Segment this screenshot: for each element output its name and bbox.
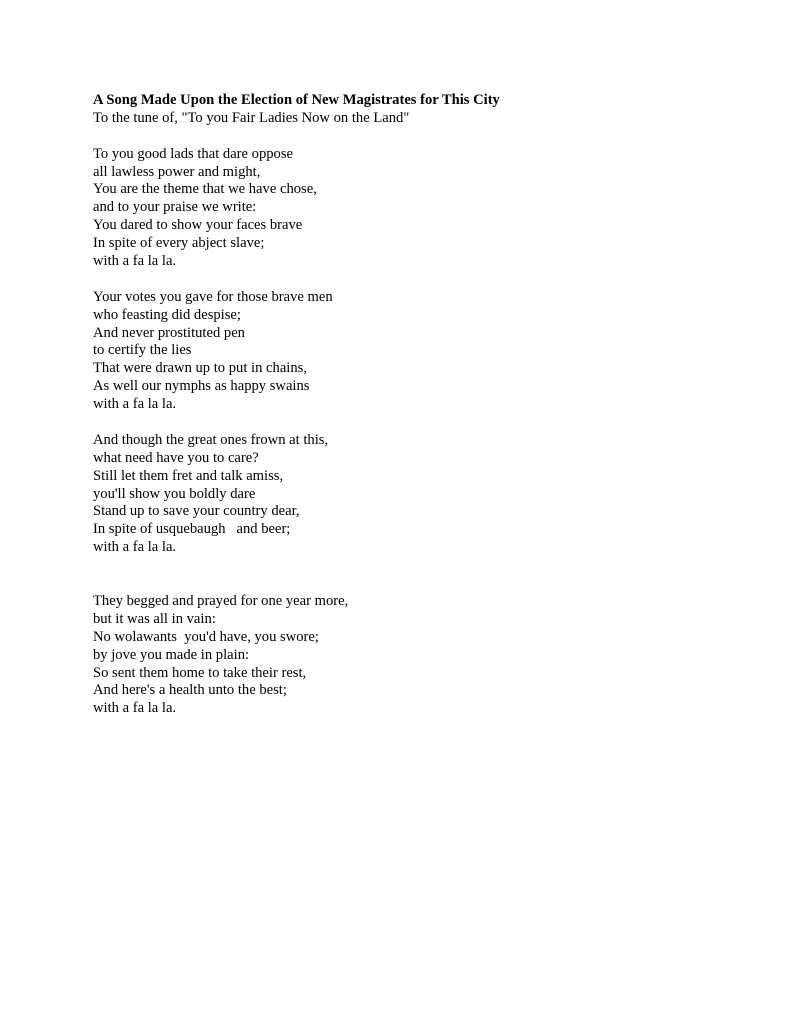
stanza-line: with a fa la la. [93, 539, 177, 556]
stanza-line: They begged and prayed for one year more, [93, 592, 349, 609]
song-title: A Song Made Upon the Election of New Magistrates for This City [93, 92, 500, 108]
stanza-line: So sent them home to take their rest, [93, 664, 307, 681]
stanza-line: As well our nymphs as happy swains [93, 378, 310, 395]
stanza-line: by jove you made in plain: [93, 646, 250, 663]
document-page [93, 92, 733, 718]
stanza-line: who feasting did despise; [93, 306, 241, 323]
stanza-line: with a fa la la. [93, 396, 177, 413]
stanza-line: Still let them fret and talk amiss, [93, 467, 284, 484]
stanza-2 [93, 289, 733, 414]
stanza-line: And never prostituted pen [93, 324, 245, 341]
stanza-line: You are the theme that we have chose, [93, 181, 317, 198]
stanza-line: you'll show you boldly dare [93, 485, 256, 502]
stanza-line: You dared to show your faces brave [93, 217, 303, 234]
song-subtitle: To the tune of, "To you Fair Ladies Now on the Land" [93, 109, 410, 126]
stanza-line: And here's a health unto the best; [93, 682, 287, 699]
stanza-3 [93, 432, 733, 557]
stanza-line: And though the great ones frown at this, [93, 431, 329, 448]
stanza-line: all lawless power and might, [93, 163, 261, 180]
stanza-4 [93, 593, 733, 718]
stanza-line: but it was all in vain: [93, 610, 216, 627]
stanza-1 [93, 146, 733, 271]
stanza-line: Stand up to save your country dear, [93, 503, 300, 520]
stanza-line: and to your praise we write: [93, 199, 257, 216]
stanza-line: to certify the lies [93, 342, 192, 359]
stanza-line: with a fa la la. [93, 700, 177, 717]
stanza-line: To you good lads that dare oppose [93, 145, 294, 162]
stanza-line: what need have you to care? [93, 449, 259, 466]
stanza-line: In spite of usquebaugh and beer; [93, 521, 291, 538]
stanza-line: Your votes you gave for those brave men [93, 288, 333, 305]
stanza-line: No wolawants you'd have, you swore; [93, 628, 319, 645]
stanza-line: with a fa la la. [93, 253, 177, 270]
stanza-line: In spite of every abject slave; [93, 235, 265, 252]
stanza-line: That were drawn up to put in chains, [93, 360, 307, 377]
